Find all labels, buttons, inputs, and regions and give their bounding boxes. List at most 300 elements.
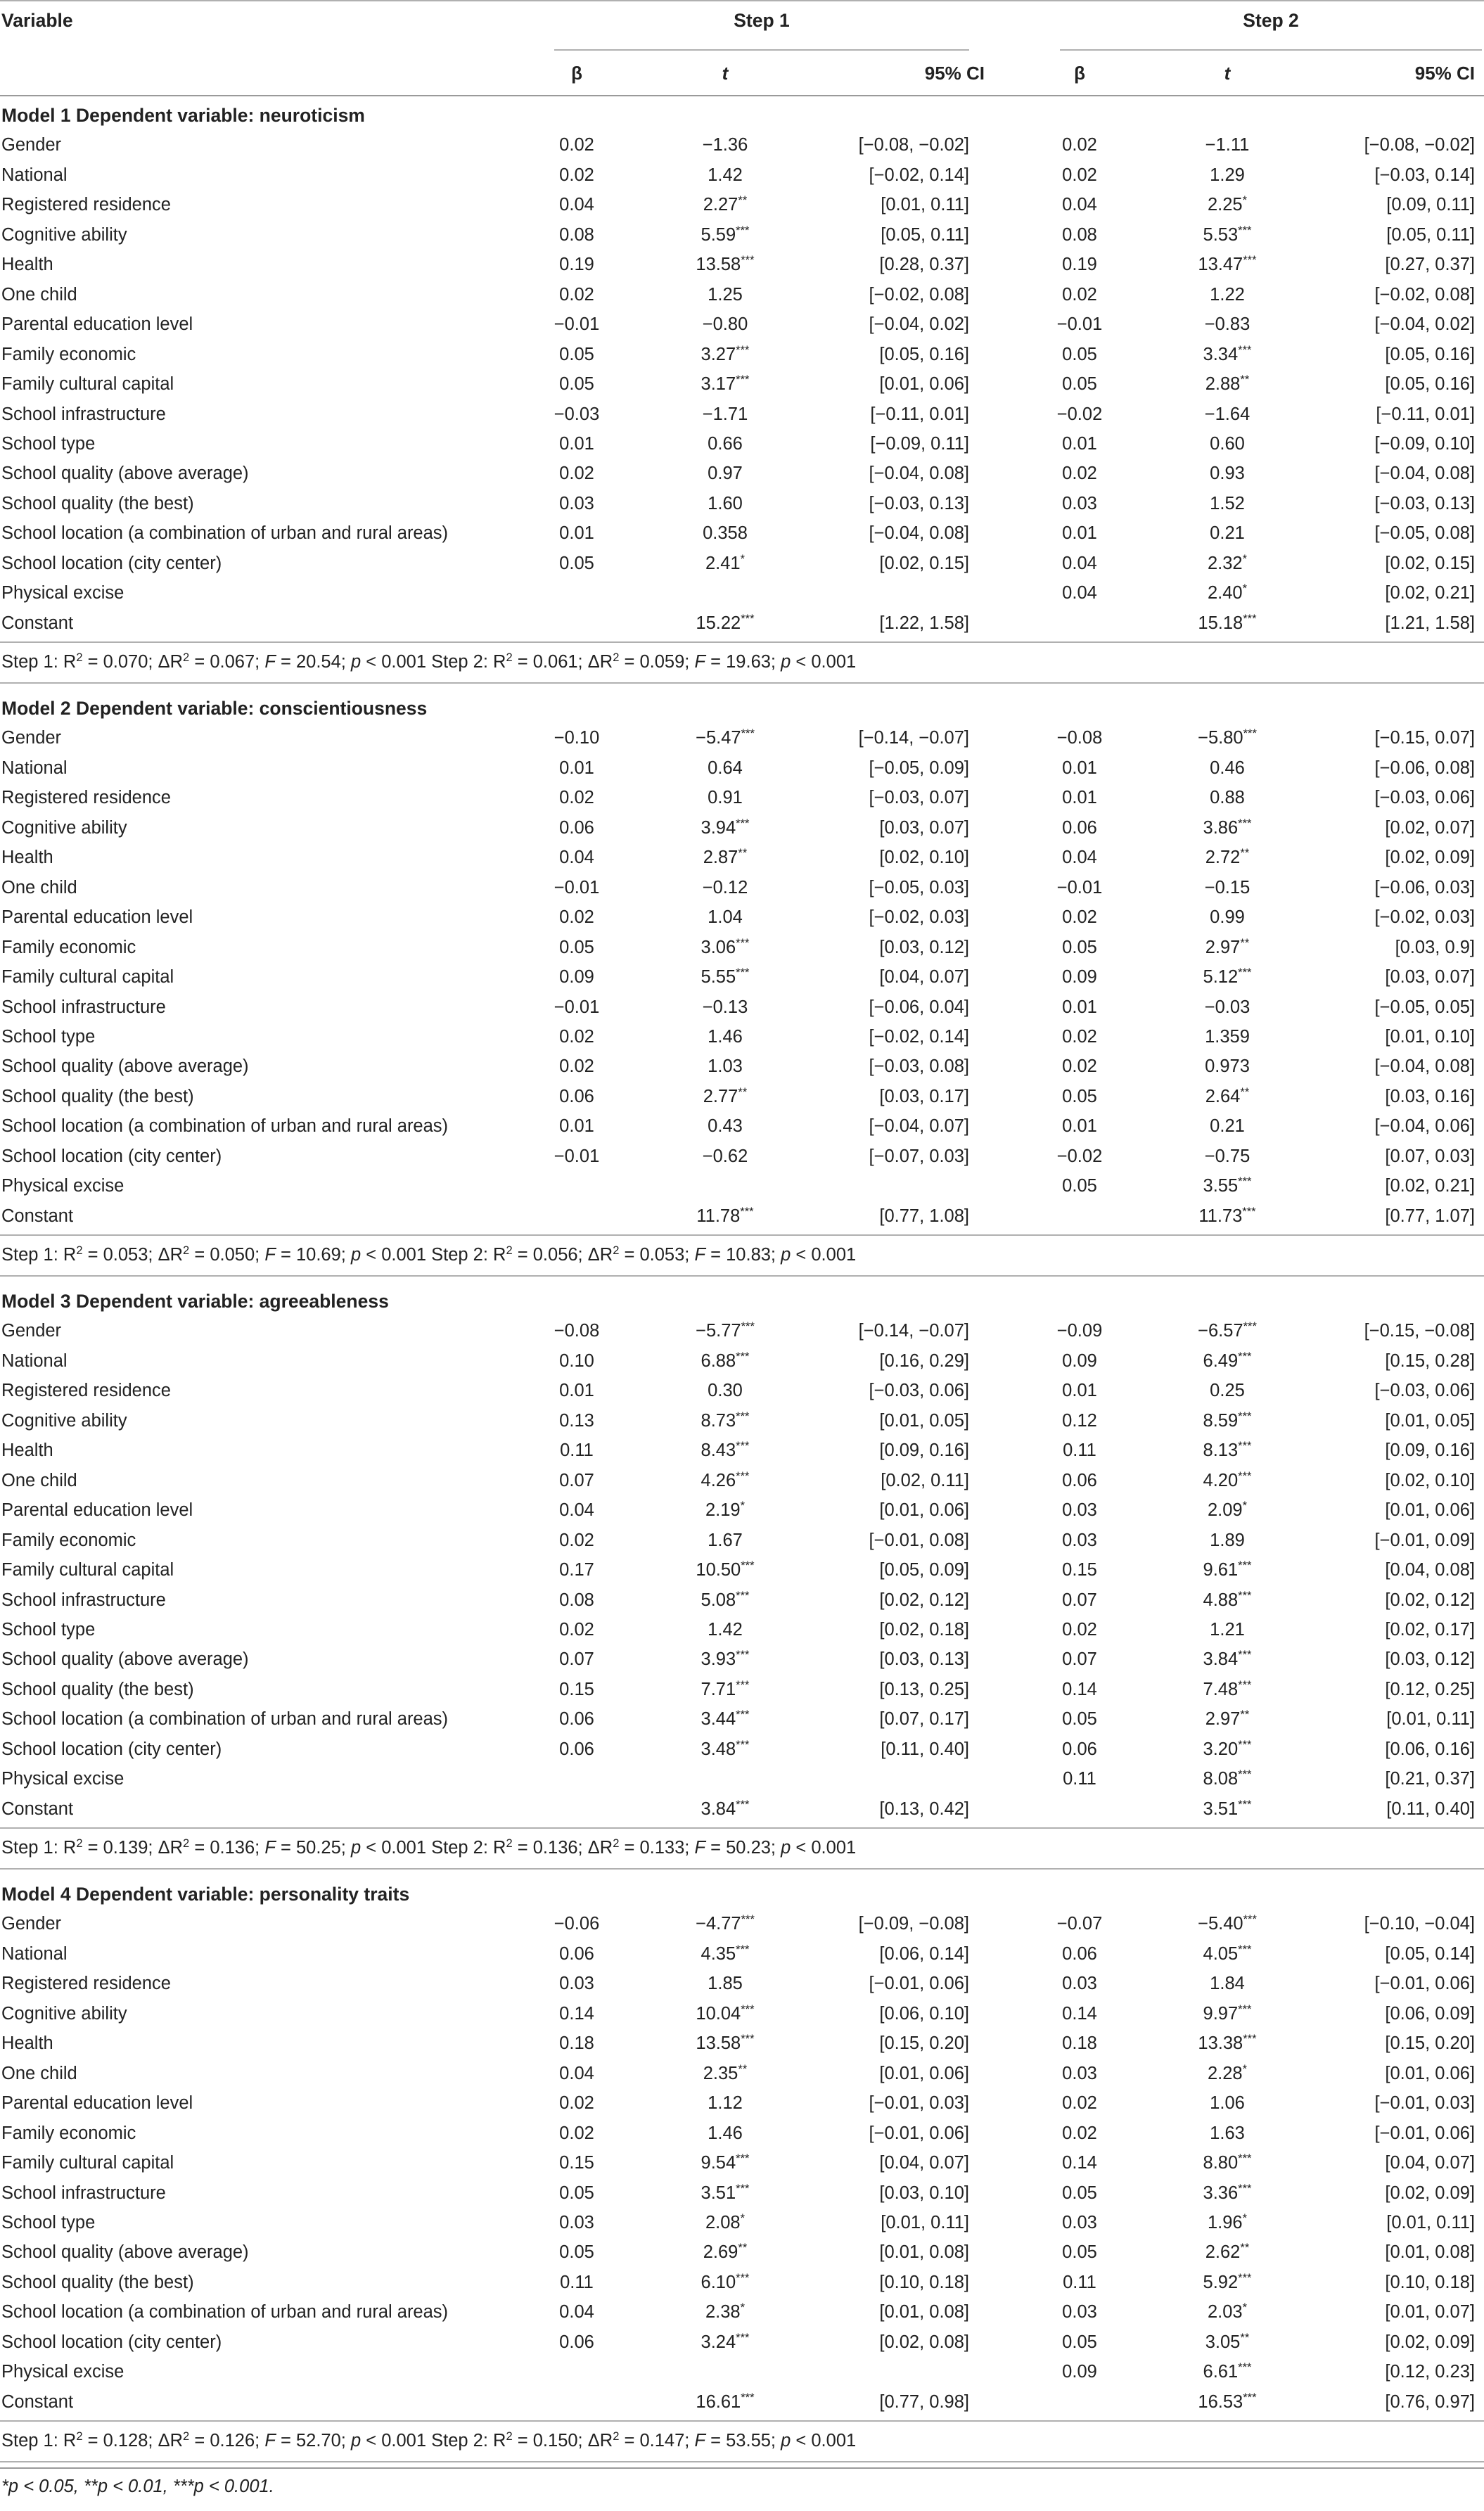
beta-value: 0.04	[1062, 553, 1097, 573]
ci-value: [0.04, 0.07]	[879, 2153, 969, 2173]
table-row	[0, 902, 1484, 932]
t-value-cell	[1198, 2028, 1256, 2058]
t-value-cell	[696, 1201, 753, 1231]
variable-name: Health	[1, 255, 53, 275]
ci-value: [−0.01, 0.03]	[1374, 2093, 1475, 2114]
table-row	[0, 1969, 1484, 1998]
t-value: 3.93	[701, 1649, 736, 1670]
t-value-cell	[1203, 1436, 1252, 1465]
ci-value: [0.05, 0.11]	[1386, 224, 1475, 245]
significance-marker: ***	[736, 1678, 750, 1692]
beta-value: 0.01	[1062, 523, 1097, 544]
t-value-cell	[1205, 309, 1250, 339]
step1-header: Step 1	[734, 10, 790, 31]
ci-value: [0.02, 0.21]	[1385, 583, 1475, 603]
t-value: −0.12	[702, 877, 748, 897]
ci-value: [−0.15, −0.08]	[1364, 1321, 1475, 1341]
beta-value: 0.05	[1062, 1709, 1097, 1730]
ci-value: [−0.06, 0.08]	[1374, 758, 1475, 778]
t-value: 2.35	[703, 2063, 738, 2083]
ci-value: [0.02, 0.11]	[881, 1470, 969, 1490]
ci-value: [0.15, 0.20]	[879, 2033, 969, 2054]
t-value-cell	[1203, 1675, 1252, 1704]
t-value: −5.80	[1198, 728, 1243, 748]
ci-value: [0.06, 0.16]	[1385, 1739, 1475, 1759]
significance-marker: ***	[741, 2002, 755, 2016]
f-value: = 50.23;	[710, 1838, 781, 1858]
superscript-two: 2	[76, 1836, 83, 1850]
significance-marker: ***	[736, 2330, 750, 2344]
variable-name: Constant	[1, 2391, 74, 2412]
table-row	[0, 783, 1484, 812]
t-value-cell	[708, 1022, 743, 1052]
beta-value: 0.19	[1062, 255, 1097, 275]
model-stats-rule	[0, 1234, 1484, 1236]
t-value: 6.10	[701, 2272, 736, 2292]
ci-value: [0.03, 0.12]	[1385, 1649, 1475, 1670]
variable-name: Gender	[1, 1321, 62, 1341]
significance-marker: **	[738, 1085, 748, 1099]
table-row	[0, 309, 1484, 339]
t-value: 4.20	[1203, 1470, 1239, 1490]
t-value: 2.87	[703, 848, 738, 868]
variable-name: One child	[1, 284, 77, 305]
ci-value: [−0.04, 0.07]	[869, 1116, 969, 1137]
t-value: 3.36	[1203, 2183, 1239, 2203]
ci-value: [0.05, 0.16]	[1385, 344, 1475, 364]
f-value: = 53.55;	[710, 2431, 781, 2451]
p-value: < 0.001	[366, 2431, 427, 2451]
f-symbol: F	[264, 2431, 276, 2451]
beta-value: 0.01	[559, 1116, 594, 1137]
model-fit-text	[1, 2426, 856, 2455]
t-value: 1.89	[1210, 1530, 1245, 1550]
significance-marker: *	[740, 1499, 746, 1513]
significance-marker: ***	[736, 1942, 750, 1956]
beta-value: −0.07	[1056, 1914, 1103, 1934]
ci-value: [0.02, 0.18]	[879, 1619, 969, 1640]
f-symbol: F	[694, 652, 706, 672]
t-value: 2.72	[1205, 848, 1241, 868]
beta-value: 0.02	[559, 2123, 594, 2143]
beta-header-2: β	[1074, 63, 1085, 84]
f-value: = 10.69;	[281, 1245, 351, 1265]
beta-value: 0.01	[1062, 433, 1097, 454]
beta-value: 0.11	[560, 1440, 594, 1461]
model-fit-statistics	[0, 1240, 1484, 1270]
t-value-cell	[1205, 1052, 1250, 1081]
t-value: 10.50	[696, 1560, 741, 1580]
t-value-cell	[708, 783, 743, 812]
t-value: 3.05	[1205, 2332, 1241, 2352]
t-value: 1.29	[1210, 165, 1245, 185]
significance-marker: **	[738, 846, 748, 860]
ci-value: [0.16, 0.29]	[879, 1350, 969, 1371]
ci-value: [0.01, 0.11]	[1386, 1709, 1475, 1730]
table-row	[0, 518, 1484, 548]
t-value-cell	[708, 160, 743, 190]
t-value: 6.61	[1203, 2362, 1239, 2382]
beta-value: −0.01	[554, 997, 600, 1017]
beta-value: 0.06	[559, 1739, 594, 1759]
delta-r2-value: = 0.147;	[624, 2431, 695, 2451]
t-value: 3.84	[701, 1798, 736, 1819]
significance-marker: ***	[1243, 727, 1257, 741]
significance-marker: ***	[1238, 223, 1252, 237]
table-row	[0, 1615, 1484, 1644]
table-row	[0, 2059, 1484, 2088]
significance-marker: **	[738, 193, 748, 207]
significance-marker: **	[1240, 372, 1250, 386]
variable-name: School infrastructure	[1, 2183, 166, 2203]
ci-value: [−0.09, 0.10]	[1374, 433, 1475, 454]
t-value: 5.92	[1203, 2272, 1239, 2292]
significance-marker: ***	[1238, 2151, 1252, 2165]
t-value-cell	[1205, 1022, 1250, 1052]
t-value: −1.64	[1204, 404, 1250, 424]
ci-value: [0.15, 0.20]	[1385, 2033, 1475, 2054]
significance-marker: ***	[1238, 2181, 1252, 2195]
t-value: 7.48	[1203, 1679, 1239, 1699]
t-value: 1.46	[708, 2123, 743, 2143]
t-value-cell	[1208, 2208, 1247, 2237]
significance-marker: ***	[736, 2270, 750, 2285]
ci-value: [0.03, 0.07]	[879, 817, 969, 838]
variable-name: School infrastructure	[1, 997, 166, 1017]
r2-value: = 0.053; ΔR	[87, 1245, 184, 1265]
ci-value: [0.01, 0.06]	[1385, 2063, 1475, 2083]
beta-value: 0.04	[559, 2302, 594, 2322]
beta-value: 0.01	[559, 523, 594, 544]
t-value: −4.77	[696, 1914, 741, 1934]
ci-value: [0.02, 0.17]	[1385, 1619, 1475, 1640]
superscript-two: 2	[613, 2429, 620, 2443]
t-value: −1.11	[1205, 135, 1250, 155]
t-value: 6.49	[1203, 1350, 1239, 1371]
ci-value: [0.03, 0.9]	[1395, 937, 1475, 957]
table-row	[0, 1939, 1484, 1969]
beta-value: 0.03	[1062, 1530, 1097, 1550]
t-value-cell	[701, 2148, 750, 2178]
t-value-cell	[1210, 1969, 1245, 1998]
model-title	[0, 1286, 1484, 1316]
t-value: 16.61	[696, 2391, 741, 2412]
significance-marker: ***	[1238, 1588, 1252, 1602]
t-value: 0.43	[708, 1116, 743, 1137]
t-value: 0.973	[1205, 1056, 1250, 1077]
ci-value: [0.01, 0.06]	[1385, 1500, 1475, 1521]
model-title	[0, 694, 1484, 723]
beta-value: 0.06	[559, 1709, 594, 1730]
beta-value: 0.08	[1062, 224, 1097, 245]
ci-value: [−0.11, 0.01]	[870, 404, 969, 424]
variable-name: Gender	[1, 1914, 62, 1934]
ci-value: [−0.01, 0.08]	[869, 1530, 969, 1550]
significance-marker: ***	[1238, 1349, 1252, 1363]
superscript-two: 2	[506, 1836, 513, 1850]
t-value: 5.59	[701, 224, 736, 245]
ci-value: [−0.01, 0.06]	[1374, 1974, 1475, 1994]
t-value: 0.88	[1210, 788, 1245, 808]
t-value: 3.24	[701, 2332, 736, 2352]
significance-marker: ***	[1243, 2390, 1257, 2404]
variable-name: Physical excise	[1, 1176, 124, 1196]
r2-value: = 0.136; ΔR	[517, 1838, 613, 1858]
beta-value: 0.12	[1062, 1410, 1097, 1431]
significance-marker: *	[1242, 551, 1248, 566]
superscript-two: 2	[506, 1243, 513, 1257]
beta-value: 0.14	[1062, 1679, 1097, 1699]
variable-name: Registered residence	[1, 1974, 171, 1994]
t-value-cell	[1205, 130, 1250, 160]
model-fit-text	[1, 1240, 856, 1270]
t-header-2: t	[1224, 63, 1231, 84]
t-value: 2.03	[1207, 2302, 1243, 2322]
beta-value: 0.02	[559, 135, 594, 155]
delta-r2-value: = 0.133;	[624, 1838, 695, 1858]
t-value: −0.80	[702, 314, 748, 335]
t-value: −5.47	[696, 728, 741, 748]
t-value-cell	[1210, 2119, 1245, 2148]
t-value: 3.06	[701, 937, 736, 957]
ci-value: [0.01, 0.08]	[879, 2242, 969, 2263]
ci-value: [0.76, 0.97]	[1385, 2391, 1475, 2412]
variable-name: School quality (the best)	[1, 493, 194, 513]
t-value-cell	[708, 459, 743, 488]
significance-marker: *	[1242, 193, 1248, 207]
t-value-cell	[1198, 608, 1256, 638]
beta-value: 0.04	[559, 848, 594, 868]
beta-value: 0.05	[559, 374, 594, 395]
beta-value: 0.02	[559, 165, 594, 185]
t-value-cell	[1210, 2088, 1245, 2118]
t-value-cell	[701, 2178, 750, 2208]
ci-value: [0.02, 0.07]	[1385, 817, 1475, 838]
ci-value: [−0.05, 0.03]	[869, 877, 969, 897]
significance-marker: ***	[1238, 1768, 1252, 1782]
variable-name: Family cultural capital	[1, 1560, 174, 1580]
t-value-cell	[1203, 1555, 1252, 1585]
significance-marker: **	[738, 2241, 748, 2255]
t-value: 3.27	[701, 344, 736, 364]
t-value-cell	[1205, 933, 1250, 962]
f-symbol: F	[264, 652, 276, 672]
t-value: 13.47	[1198, 255, 1243, 275]
t-value-cell	[705, 2208, 745, 2237]
t-value-cell	[1210, 160, 1245, 190]
table-row	[0, 549, 1484, 578]
top-rule	[0, 0, 1484, 1]
variable-name: Parental education level	[1, 2093, 193, 2114]
variable-name: School location (city center)	[1, 2332, 222, 2352]
t-value-cell	[708, 2119, 743, 2148]
t-value: 1.52	[1210, 493, 1245, 513]
ci-value: [0.02, 0.09]	[1385, 848, 1475, 868]
t-value: 2.27	[703, 195, 738, 215]
significance-marker: ***	[736, 2181, 750, 2195]
t-value: 8.80	[1203, 2153, 1239, 2173]
ci-value: [−0.03, 0.13]	[1374, 493, 1475, 513]
t-value-cell	[1203, 340, 1252, 369]
t-value: 3.17	[701, 374, 736, 395]
ci-value: [0.02, 0.21]	[1385, 1176, 1475, 1196]
ci-value: [0.05, 0.16]	[1385, 374, 1475, 395]
ci-value: [0.09, 0.11]	[1386, 195, 1475, 215]
t-value-cell	[708, 1526, 743, 1555]
r2-value: = 0.128; ΔR	[87, 2431, 184, 2451]
t-value-cell	[703, 400, 748, 429]
variable-name: School type	[1, 2212, 96, 2232]
significance-marker: ***	[736, 223, 750, 237]
p-symbol: p	[781, 2431, 791, 2451]
model-stats-rule	[0, 1827, 1484, 1829]
p-value: < 0.001	[795, 652, 857, 672]
t-value-cell	[696, 608, 754, 638]
step1-label: Step 1: R	[1, 1245, 77, 1265]
t-value: 16.53	[1198, 2391, 1243, 2412]
step2-label: Step 2: R	[431, 1838, 506, 1858]
table-row	[0, 250, 1484, 279]
ci-value: [−0.04, 0.08]	[869, 464, 969, 484]
beta-value: 0.06	[1062, 1470, 1097, 1490]
t-value: 8.59	[1203, 1410, 1239, 1431]
f-symbol: F	[694, 1245, 706, 1265]
variable-name: One child	[1, 877, 77, 897]
table-row	[0, 933, 1484, 962]
t-value-cell	[696, 723, 755, 753]
t-value: 1.42	[708, 1619, 743, 1640]
table-row	[0, 2268, 1484, 2297]
t-value-cell	[696, 1555, 754, 1585]
t-value-cell	[1198, 2387, 1256, 2417]
delta-r2-value: = 0.053;	[624, 1245, 695, 1265]
t-value-cell	[703, 992, 748, 1022]
beta-value: −0.06	[554, 1914, 600, 1934]
beta-value: 0.01	[1062, 758, 1097, 778]
t-value: −5.40	[1198, 1914, 1243, 1934]
variable-name: School location (city center)	[1, 1146, 222, 1166]
t-value: 9.61	[1203, 1560, 1239, 1580]
significance-marker: *	[1242, 2211, 1248, 2225]
ci-value: [0.01, 0.08]	[1385, 2242, 1475, 2263]
ci-value: [0.21, 0.37]	[1385, 1769, 1475, 1789]
beta-value: 0.15	[1062, 1560, 1097, 1580]
significance-marker: ***	[1238, 2270, 1252, 2285]
model-title-text: Model 2 Dependent variable: conscientiousness	[1, 698, 428, 719]
beta-value: 0.06	[559, 2332, 594, 2352]
beta-value: 0.03	[1062, 493, 1097, 513]
superscript-two: 2	[506, 650, 513, 664]
ci-value: [0.28, 0.37]	[879, 255, 969, 275]
ci-value: [−0.02, 0.03]	[1374, 907, 1475, 928]
table-row	[0, 1794, 1484, 1824]
beta-value: 0.02	[559, 2093, 594, 2114]
variable-name: Cognitive ability	[1, 2003, 127, 2024]
ci-value: [0.05, 0.14]	[1385, 1943, 1475, 1964]
significance-marker: ***	[1238, 1737, 1252, 1751]
t-value-cell	[701, 933, 750, 962]
model-title-text: Model 1 Dependent variable: neuroticism	[1, 105, 365, 126]
t-value: 0.66	[708, 433, 743, 454]
ci-value: [0.12, 0.25]	[1385, 1679, 1475, 1699]
ci-value: [0.04, 0.08]	[1385, 1560, 1475, 1580]
t-value: 1.03	[708, 1056, 743, 1077]
variable-name: School quality (above average)	[1, 464, 249, 484]
t-value: 2.08	[705, 2212, 741, 2232]
variable-name: School infrastructure	[1, 404, 166, 424]
t-value-cell	[1203, 962, 1252, 992]
beta-value: 0.03	[1062, 1500, 1097, 1521]
t-value-cell	[701, 220, 750, 250]
t-value: 9.54	[701, 2153, 736, 2173]
t-value: 0.99	[1210, 907, 1245, 928]
variable-name: Family economic	[1, 2123, 136, 2143]
significance-marker: ***	[1243, 2032, 1257, 2046]
variable-name: Physical excise	[1, 1769, 124, 1789]
table-row	[0, 2028, 1484, 2058]
table-row	[0, 1495, 1484, 1525]
f-symbol: F	[264, 1245, 276, 1265]
variable-name: Parental education level	[1, 1500, 193, 1521]
beta-value: −0.09	[1056, 1321, 1103, 1341]
p-value: < 0.001	[366, 1245, 427, 1265]
variable-name: Health	[1, 2033, 53, 2054]
beta-value: 0.03	[559, 1974, 594, 1994]
variable-name: Health	[1, 1440, 53, 1461]
variable-name: Physical excise	[1, 583, 124, 603]
t-value: 0.358	[703, 523, 748, 544]
t-value-cell	[1205, 1704, 1250, 1734]
model-bottom-rule	[0, 682, 1484, 684]
t-value-cell	[705, 2297, 745, 2327]
table-row	[0, 459, 1484, 488]
ci-value: [−0.01, 0.09]	[1374, 1530, 1475, 1550]
ci-value: [−0.02, 0.14]	[869, 165, 969, 185]
ci-value: [0.02, 0.10]	[879, 848, 969, 868]
t-value-cell	[1198, 1316, 1257, 1346]
superscript-two: 2	[183, 2429, 190, 2443]
table-row	[0, 1376, 1484, 1405]
f-value: = 20.54;	[281, 652, 351, 672]
table-row	[0, 1111, 1484, 1141]
t-value: −0.13	[702, 997, 748, 1017]
t-value-cell	[708, 280, 743, 309]
significance-marker: **	[738, 2062, 748, 2076]
table-row	[0, 489, 1484, 518]
table-row	[0, 2387, 1484, 2417]
table-row	[0, 190, 1484, 219]
model-bottom-rule	[0, 1275, 1484, 1277]
table-row	[0, 1675, 1484, 1704]
table-row	[0, 962, 1484, 992]
significance-marker: **	[1240, 2330, 1250, 2344]
ci-value: [−0.04, 0.02]	[869, 314, 969, 335]
step1-label: Step 1: R	[1, 652, 77, 672]
t-value: 3.51	[701, 2183, 736, 2203]
ci-value: [−0.08, −0.02]	[1364, 135, 1475, 155]
ci-value: [0.05, 0.09]	[879, 1560, 969, 1580]
table-row	[0, 1764, 1484, 1794]
beta-value: 0.06	[1062, 1739, 1097, 1759]
t-value: 11.73	[1198, 1206, 1243, 1226]
t-value: 2.97	[1205, 937, 1241, 957]
r2-value: = 0.150; ΔR	[517, 2431, 613, 2451]
beta-value: 0.07	[559, 1470, 594, 1490]
beta-value: 0.01	[1062, 788, 1097, 808]
table-row	[0, 992, 1484, 1022]
beta-value: 0.19	[559, 255, 594, 275]
delta-r2-value: = 0.050;	[194, 1245, 265, 1265]
